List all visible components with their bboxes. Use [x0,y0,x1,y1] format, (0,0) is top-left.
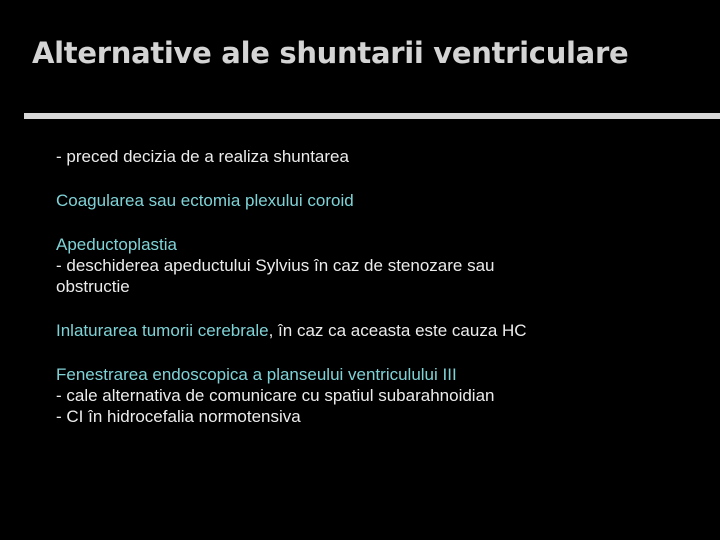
item-fenestration-detail-2: - CI în hidrocefalia normotensiva [56,407,301,426]
item-aqueductoplasty-heading: Apeductoplastia [56,235,177,254]
item-tumor-removal-heading: Inlaturarea tumorii cerebrale [56,321,269,340]
item-aqueductoplasty [56,234,696,297]
intro-paragraph [56,146,696,167]
item-aqueductoplasty-detail-1: - deschiderea apeductului Sylvius în caz de stenozare sau [56,256,495,275]
item-coagulation [56,190,696,211]
slide-content [56,146,696,450]
item-fenestration-detail-1: - cale alternativa de comunicare cu spatiul subarahnoidian [56,386,495,405]
item-tumor-removal-line [56,320,696,341]
item-aqueductoplasty-detail-2: obstructie [56,277,130,296]
slide-title: Alternative ale shuntarii ventriculare [32,36,629,70]
title-divider [24,113,720,119]
item-tumor-removal-suffix: , în caz ca aceasta este cauza HC [268,321,527,340]
item-fenestration-heading: Fenestrarea endoscopica a planseului ventriculului III [56,365,457,384]
intro-text: - preced decizia de a realiza shuntarea [56,147,349,166]
item-coagulation-heading: Coagularea sau ectomia plexului coroid [56,191,354,210]
item-tumor-removal [56,320,696,341]
item-fenestration [56,364,696,427]
